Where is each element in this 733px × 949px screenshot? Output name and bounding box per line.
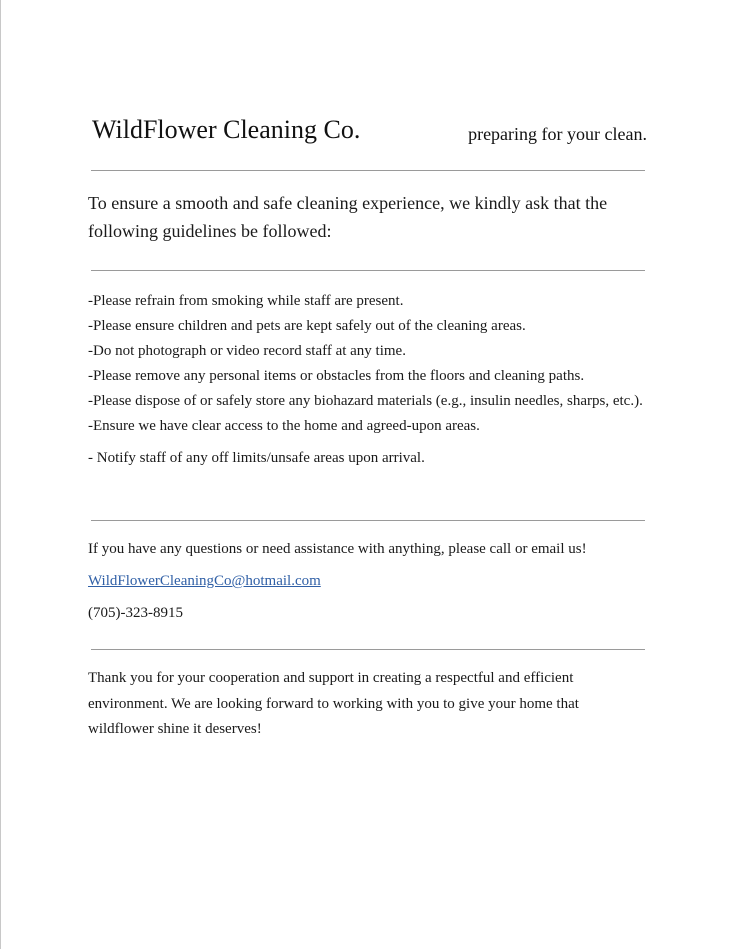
contact-prompt: If you have any questions or need assistance with anything, please call or email us! xyxy=(88,541,587,557)
email-link[interactable]: WildFlowerCleaningCo@hotmail.com xyxy=(88,573,321,589)
guideline-item: -Please dispose of or safely store any biohazard materials (e.g., insulin needles, sharps, etc.). xyxy=(88,393,643,409)
divider-1 xyxy=(91,170,645,171)
guideline-item: -Ensure we have clear access to the home and agreed-upon areas. xyxy=(88,418,480,434)
company-name: WildFlower Cleaning Co. xyxy=(92,115,361,144)
contact-section xyxy=(88,537,658,633)
intro-paragraph: To ensure a smooth and safe cleaning experience, we kindly ask that the following guidelines be followed: xyxy=(88,193,608,241)
closing-paragraph: Thank you for your cooperation and support in creating a respectful and efficient environment. We are looking forward to working with you to give your home that wildflower shine it deserves! xyxy=(88,670,579,737)
document-header xyxy=(92,112,647,152)
guideline-item: -Do not photograph or video record staff at any time. xyxy=(88,343,406,359)
divider-4 xyxy=(91,649,645,650)
guideline-item: -Please ensure children and pets are kept safely out of the cleaning areas. xyxy=(88,318,526,334)
page-left-edge xyxy=(0,0,1,949)
guideline-item: -Please remove any personal items or obstacles from the floors and cleaning paths. xyxy=(88,368,585,384)
email-line xyxy=(88,569,658,601)
divider-2 xyxy=(91,270,645,271)
guideline-item: - Notify staff of any off limits/unsafe areas upon arrival. xyxy=(88,450,425,466)
guidelines-list xyxy=(88,289,658,471)
phone-number: (705)-323-8915 xyxy=(88,605,183,621)
divider-3 xyxy=(91,520,645,521)
tagline: preparing for your clean. xyxy=(468,124,647,144)
guideline-item: -Please refrain from smoking while staff are present. xyxy=(88,293,404,309)
